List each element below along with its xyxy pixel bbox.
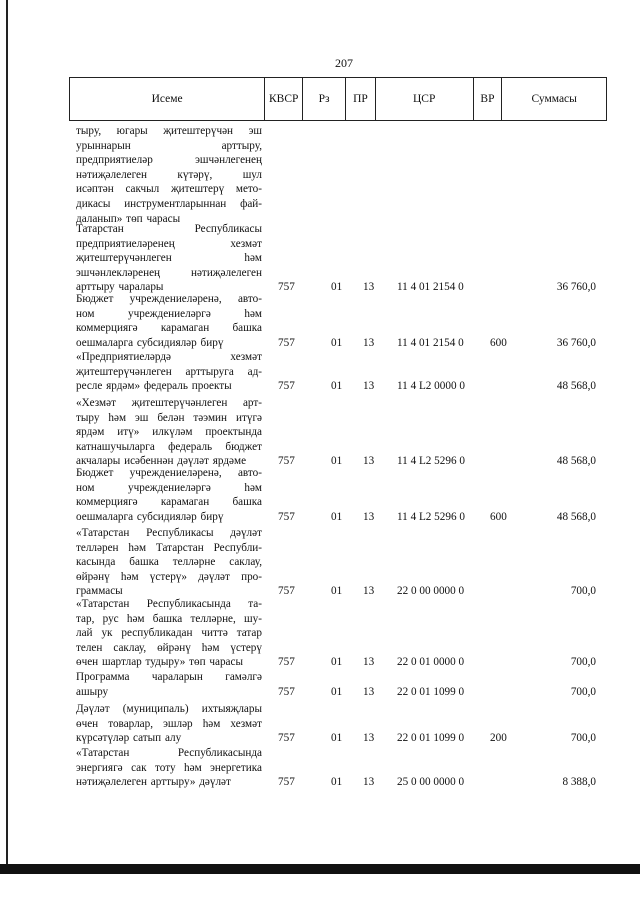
cell-rz: 01 [331, 732, 343, 745]
table-row [76, 292, 596, 350]
row-name-line: «Предприятиеләрдә хезмәт [76, 351, 262, 363]
row-name-line: акчалары исәбеннән дәүләт ярдәме [76, 455, 247, 468]
cell-kvsr: 757 [278, 336, 295, 349]
row-name-line: җитештерүчәнлеген һәм [76, 252, 262, 265]
cell-kvsr: 757 [278, 776, 295, 789]
cell-kvsr: 757 [278, 380, 295, 393]
cell-pr: 13 [363, 732, 375, 745]
row-name-line: катнашучыларга федераль бюджет [76, 440, 262, 453]
cell-sum: 48 568,0 [556, 510, 596, 523]
row-name-line: җитештерүчәнлеген арттыруга ад- [76, 365, 262, 378]
header-vr: ВР [474, 78, 503, 120]
cell-kvsr: 757 [278, 585, 295, 598]
row-name-line: «Татарстан Республикасы дәүләт [76, 527, 262, 539]
cell-csr: 11 4 01 2154 0 [397, 281, 464, 294]
row-name-line: лай ук республикадан читтә татар [76, 627, 262, 640]
cell-pr: 13 [363, 455, 375, 468]
header-csr: ЦСР [376, 78, 474, 120]
row-name-line: Бюджет учреждениеләренә, авто- [76, 293, 262, 305]
cell-csr: 22 0 00 0000 0 [397, 585, 465, 598]
cell-rz: 01 [331, 336, 343, 349]
row-name [76, 466, 262, 524]
cell-sum: 48 568,0 [556, 380, 596, 393]
header-name: Исеме [70, 78, 265, 120]
page-number: 207 [335, 56, 353, 70]
row-name [76, 222, 262, 295]
table-row [76, 222, 596, 295]
header-pr: ПР [346, 78, 376, 120]
cell-sum: 36 760,0 [556, 281, 596, 294]
cell-pr: 13 [363, 510, 375, 523]
row-name-line: тыру, югары җитештерүчән эш [76, 125, 262, 137]
header-sum: Суммасы [531, 93, 577, 105]
table-row [76, 746, 596, 790]
row-name-line: телен саклау, өйрәнү һәм үстерү [76, 641, 262, 654]
row-name-line: ном учреждениеләргә һәм [76, 307, 262, 320]
row-name-line: ном учреждениеләргә һәм [76, 481, 262, 494]
cell-sum: 48 568,0 [556, 455, 596, 468]
row-name-line: арттыру чаралары [76, 281, 164, 294]
table-row [76, 526, 596, 599]
cell-pr: 13 [363, 380, 375, 393]
row-name-line: предприятиеләр эшчәнлегенең [76, 154, 262, 167]
bottom-scan-band [0, 864, 640, 874]
cell-rz: 01 [331, 776, 343, 789]
row-name-line: Дәүләт (муниципаль) ихтыяҗлары [76, 703, 262, 715]
cell-csr: 11 4 L2 5296 0 [397, 455, 465, 468]
cell-kvsr: 757 [278, 685, 295, 698]
row-name [76, 396, 262, 469]
cell-vr: 600 [490, 336, 507, 349]
cell-vr: 600 [490, 510, 507, 523]
header-kvsr: КВСР [265, 78, 303, 120]
cell-vr: 200 [490, 732, 507, 745]
cell-kvsr: 757 [278, 732, 295, 745]
row-name-line: дикасы инструментларыннан фай- [76, 197, 262, 210]
row-name [76, 702, 262, 746]
row-name-line: нәтиҗәлелеген арттыру» дәүләт [76, 776, 231, 789]
row-name-line: ярдәм итү» илкүләм проектында [76, 426, 262, 439]
cell-csr: 22 0 01 1099 0 [397, 732, 465, 745]
row-name [76, 350, 262, 394]
row-name-line: күрсәтүләр сатып алу [76, 732, 182, 745]
cell-sum: 700,0 [570, 585, 596, 598]
cell-pr: 13 [363, 585, 375, 598]
cell-pr: 13 [363, 336, 375, 349]
cell-rz: 01 [331, 380, 343, 393]
cell-kvsr: 757 [278, 656, 295, 669]
cell-kvsr: 757 [278, 455, 295, 468]
row-name-line: коммерциягә карамаган башка [76, 496, 262, 509]
table-row [76, 124, 596, 226]
row-name-line: тар, рус һәм башка телләрне, шу- [76, 612, 262, 625]
cell-sum: 36 760,0 [556, 336, 596, 349]
row-name-line: касында башка телләрне саклау, [76, 556, 262, 569]
cell-rz: 01 [331, 585, 343, 598]
cell-kvsr: 757 [278, 281, 295, 294]
table-row [76, 670, 596, 699]
row-name-line: энергиягә сак тоту һәм энергетика [76, 761, 262, 774]
cell-sum: 700,0 [570, 656, 596, 669]
row-name-line: тыру һәм эш белән тәэмин итүгә [76, 411, 262, 424]
row-name-line: «Татарстан Республикасында [76, 747, 262, 759]
header-rz: Рз [303, 78, 346, 120]
cell-sum: 700,0 [570, 685, 596, 698]
cell-rz: 01 [331, 510, 343, 523]
cell-csr: 11 4 L2 5296 0 [397, 510, 465, 523]
row-name-line: эшчәнлекләренең нәтиҗәлелеген [76, 266, 262, 279]
row-name [76, 292, 262, 350]
row-name-line: граммасы [76, 585, 123, 598]
cell-sum: 700,0 [570, 732, 596, 745]
cell-csr: 11 4 01 2154 0 [397, 336, 464, 349]
row-name-line: өчен шартлар тудыру» төп чарасы [76, 656, 243, 669]
cell-rz: 01 [331, 685, 343, 698]
row-name-line: урыннарын арттыру, [76, 139, 262, 152]
row-name-line: Бюджет учреждениеләренә, авто- [76, 467, 262, 479]
cell-pr: 13 [363, 776, 375, 789]
cell-csr: 11 4 L2 0000 0 [397, 380, 465, 393]
cell-pr: 13 [363, 685, 375, 698]
cell-pr: 13 [363, 656, 375, 669]
row-name-line: предприятиеләренең хезмәт [76, 237, 262, 250]
table-row [76, 702, 596, 746]
cell-sum: 8 388,0 [562, 776, 596, 789]
table-header [69, 77, 607, 121]
row-name [76, 746, 262, 790]
table-row [76, 396, 596, 469]
row-name-line: «Хезмәт җитештерүчәнлеген арт- [76, 397, 262, 409]
row-name [76, 670, 262, 699]
left-scan-edge [6, 0, 8, 867]
row-name-line: даланып» төп чарасы [76, 212, 181, 225]
row-name [76, 597, 262, 670]
cell-csr: 25 0 00 0000 0 [397, 776, 465, 789]
cell-rz: 01 [331, 656, 343, 669]
row-name-line: оешмаларга субсидияләр бирү [76, 336, 224, 349]
row-name-line: «Татарстан Республикасында та- [76, 598, 262, 610]
table-row [76, 350, 596, 394]
row-name-line: ресле ярдәм» федераль проекты [76, 380, 232, 393]
row-name-line: Программа чараларын гамәлгә [76, 671, 262, 683]
cell-rz: 01 [331, 455, 343, 468]
row-name-line: телләрен һәм Татарстан Республи- [76, 541, 262, 554]
cell-rz: 01 [331, 281, 343, 294]
cell-kvsr: 757 [278, 510, 295, 523]
row-name-line: өчен товарлар, эшләр һәм хезмәт [76, 717, 262, 730]
cell-csr: 22 0 01 1099 0 [397, 685, 465, 698]
table-row [76, 466, 596, 524]
row-name-line: ашыру [76, 685, 109, 698]
cell-csr: 22 0 01 0000 0 [397, 656, 465, 669]
row-name-line: нәтиҗәлелеген күтәрү, шул [76, 168, 262, 181]
table-row [76, 597, 596, 670]
cell-pr: 13 [363, 281, 375, 294]
row-name-line: коммерциягә карамаган башка [76, 322, 262, 335]
row-name [76, 124, 262, 226]
row-name-line: исәптән сакчыл җитештерү мето- [76, 183, 262, 196]
row-name-line: өйрәнү һәм үстерү» дәүләт про- [76, 570, 262, 583]
row-name-line: оешмаларга субсидияләр бирү [76, 510, 224, 523]
row-name-line: Татарстан Республикасы [76, 223, 262, 235]
row-name [76, 526, 262, 599]
